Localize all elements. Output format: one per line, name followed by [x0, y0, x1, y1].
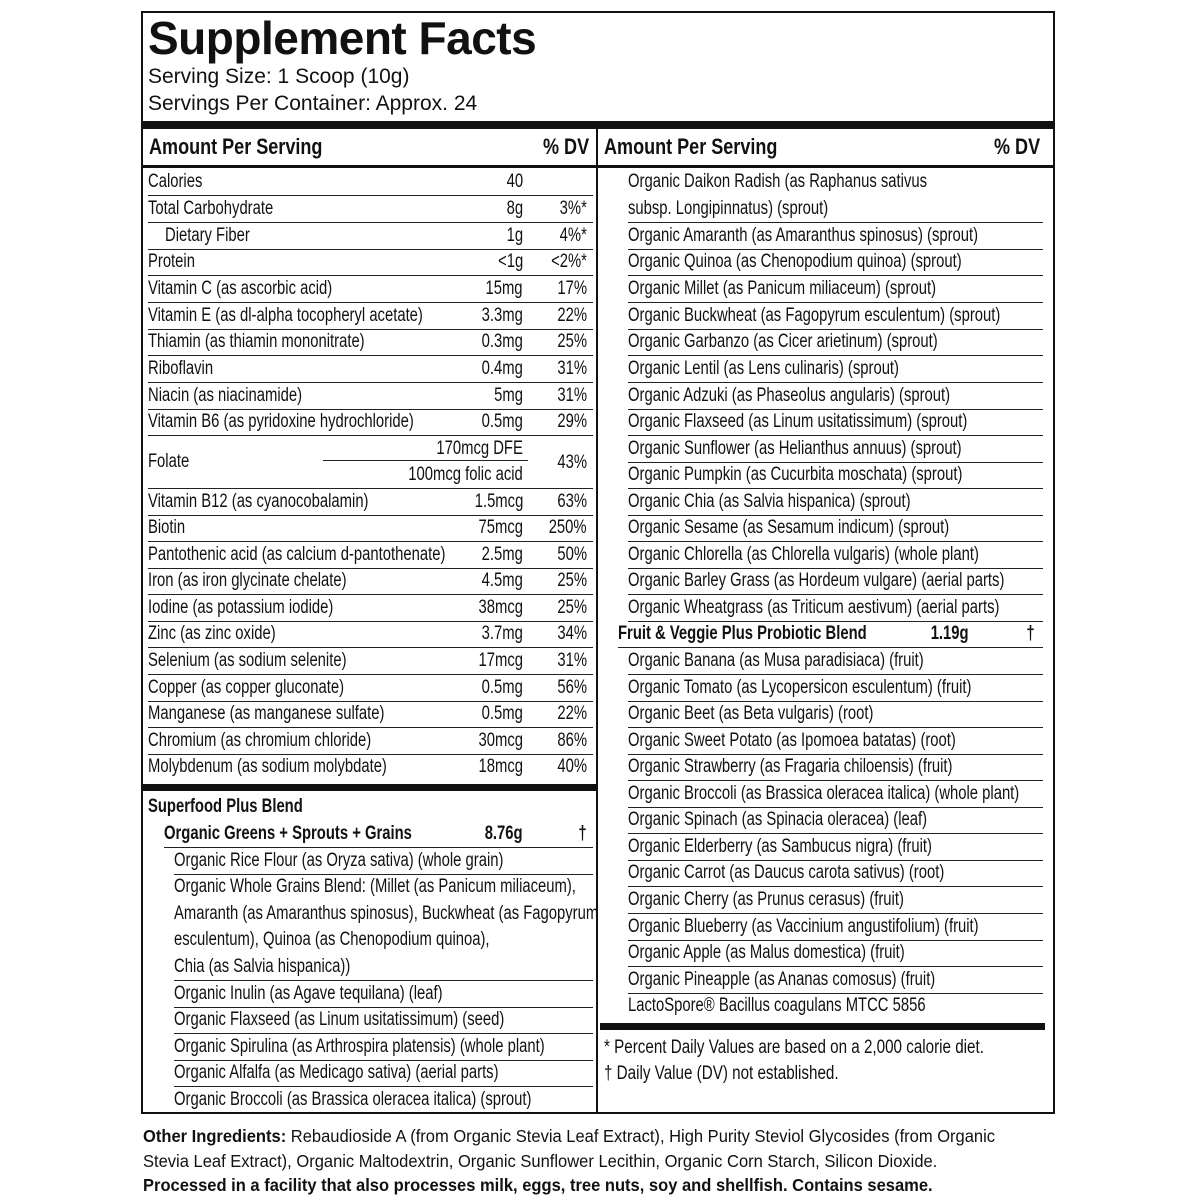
ingredient-row: Organic Lentil (as Lens culinaris) (sprout) — [628, 356, 1043, 383]
ingredient-row: Organic Adzuki (as Phaseolus angularis) (sprout) — [628, 383, 1043, 410]
ingredient-row: esculentum), Quinoa (as Chenopodium quinoa), — [174, 929, 490, 950]
ingredient-row: LactoSpore® Bacillus coagulans MTCC 5856 — [628, 995, 926, 1016]
nutrient-row: Total Carbohydrate 8g 3%* — [148, 196, 593, 223]
ingredient-row: Chia (as Salvia hispanica)) — [174, 954, 593, 981]
ingredient-row: Organic Sunflower (as Helianthus annuus) (sprout) — [628, 436, 1043, 463]
left-dv-header: % DV — [543, 134, 590, 159]
servings-per-container: Servings Per Container: Approx. 24 — [148, 92, 478, 115]
ingredient-row: Organic Flaxseed (as Linum usitatissimum) (seed) — [174, 1007, 593, 1034]
serving-size: Serving Size: 1 Scoop (10g) — [148, 65, 410, 88]
nutrient-row: Iodine (as potassium iodide) 38mcg 25% — [148, 595, 593, 622]
ingredient-row: Organic Broccoli (as Brassica oleracea italica) (whole plant) — [628, 781, 1043, 808]
nutrient-row: Iron (as iron glycinate chelate) 4.5mg 25% — [148, 568, 593, 595]
right-header-rule — [598, 165, 1053, 168]
ingredient-row: Organic Elderberry (as Sambucus nigra) (fruit) — [628, 834, 1043, 861]
ingredient-row: subsp. Longipinnatus) (sprout) — [628, 196, 1043, 223]
nutrient-row: Riboflavin 0.4mg 31% — [148, 356, 593, 383]
ingredient-row: Organic Broccoli (as Brassica oleracea italica) (sprout) — [174, 1089, 532, 1110]
right-amount-header: Amount Per Serving — [604, 134, 778, 159]
right-dv-header: % DV — [994, 134, 1041, 159]
ingredient-row: Organic Quinoa (as Chenopodium quinoa) (sprout) — [628, 249, 1043, 276]
ingredient-row: Organic Beet (as Beta vulgaris) (root) — [628, 701, 1043, 728]
ingredient-row: Organic Barley Grass (as Hordeum vulgare) (aerial parts) — [628, 568, 1043, 595]
nutrient-row: Protein <1g <2%* — [148, 249, 593, 276]
ingredient-row: Organic Garbanzo (as Cicer arietinum) (sprout) — [628, 329, 1043, 356]
left-amount-header: Amount Per Serving — [149, 134, 323, 159]
nutrient-row: Selenium (as sodium selenite) 17mcg 31% — [148, 648, 593, 675]
folate-divider — [323, 460, 528, 461]
footnote-dagger: † Daily Value (DV) not established. — [604, 1063, 839, 1084]
ingredient-row: Organic Flaxseed (as Linum usitatissimum) (sprout) — [628, 409, 1043, 436]
other-ingredients-label: Other Ingredients: — [143, 1126, 287, 1146]
ingredient-row: Organic Apple (as Malus domestica) (fruit) — [628, 940, 1043, 967]
ingredient-row: Organic Inulin (as Agave tequilana) (leaf) — [174, 981, 593, 1008]
ingredient-row: Organic Spinach (as Spinacia oleracea) (leaf) — [628, 807, 1043, 834]
ingredient-row: Organic Banana (as Musa paradisiaca) (fruit) — [628, 648, 1043, 675]
nutrient-row: Vitamin B6 (as pyridoxine hydrochloride) 0.5mg 29% — [148, 409, 593, 436]
ingredient-row: Organic Whole Grains Blend: (Millet (as Panicum miliaceum), — [174, 876, 576, 897]
ingredient-row: Amaranth (as Amaranthus spinosus), Buckwheat (as Fagopyrum — [174, 903, 599, 924]
nutrient-row: Chromium (as chromium chloride) 30mcg 86% — [148, 728, 593, 755]
header-thick-rule — [143, 121, 1053, 129]
ingredient-row: Organic Daikon Radish (as Raphanus sativus — [628, 171, 928, 192]
ingredient-row: Organic Buckwheat (as Fagopyrum esculentum) (sprout) — [628, 303, 1043, 330]
other-ingredients — [143, 1124, 1012, 1198]
nutrient-row: Molybdenum (as sodium molybdate) 18mcg 40% — [148, 756, 587, 777]
ingredient-row: Organic Tomato (as Lycopersicon esculentum) (fruit) — [628, 675, 1043, 702]
panel-title: Supplement Facts — [148, 12, 537, 64]
ingredient-row: Organic Alfalfa (as Medicago sativa) (aerial parts) — [174, 1060, 593, 1087]
ingredient-row: Organic Chia (as Salvia hispanica) (sprout) — [628, 489, 1043, 516]
ingredient-row: Organic Rice Flour (as Oryza sativa) (whole grain) — [174, 848, 593, 875]
nutrient-row: Biotin 75mcg 250% — [148, 515, 593, 542]
ingredient-row: Organic Carrot (as Daucus carota sativus) (root) — [628, 860, 1043, 887]
fruit-blend-row: Fruit & Veggie Plus Probiotic Blend 1.19g † — [618, 621, 1043, 648]
nutrient-row: Niacin (as niacinamide) 5mg 31% — [148, 383, 593, 410]
nutrient-row: Dietary Fiber 1g 4%* — [148, 223, 593, 250]
ingredient-row: Organic Blueberry (as Vaccinium angustifolium) (fruit) — [628, 914, 1043, 941]
nutrient-row: Pantothenic acid (as calcium d-pantothenate) 2.5mg 50% — [148, 542, 593, 569]
ingredient-row: Organic Strawberry (as Fragaria chiloensis) (fruit) — [628, 754, 1043, 781]
ingredient-row: Organic Sesame (as Sesamum indicum) (sprout) — [628, 515, 1043, 542]
ingredient-row: Organic Sweet Potato (as Ipomoea batatas) (root) — [628, 728, 1043, 755]
blend-title-row: Superfood Plus Blend — [148, 796, 303, 817]
nutrient-row: Vitamin E (as dl-alpha tocopheryl acetate) 3.3mg 22% — [148, 303, 593, 330]
nutrient-row: Manganese (as manganese sulfate) 0.5mg 22% — [148, 701, 593, 728]
nutrient-row: Copper (as copper gluconate) 0.5mg 56% — [148, 675, 593, 702]
folate-row: Folate 170mcg DFE 100mcg folic acid 43% — [148, 436, 593, 489]
ingredient-row: Organic Pumpkin (as Cucurbita moschata) (sprout) — [628, 462, 1043, 489]
ingredient-row: Organic Wheatgrass (as Triticum aestivum) (aerial parts) — [628, 595, 1043, 622]
allergen-statement: Processed in a facility that also processes milk, eggs, tree nuts, soy and shellfish. Contains sesame. — [143, 1175, 933, 1195]
footnote-dv: * Percent Daily Values are based on a 2,000 calorie diet. — [604, 1037, 984, 1058]
ingredient-row: Organic Spirulina (as Arthrospira platensis) (whole plant) — [174, 1034, 593, 1061]
nutrient-row: Calories 40 — [148, 169, 593, 196]
left-section-bar — [143, 784, 596, 791]
nutrient-row: Zinc (as zinc oxide) 3.7mg 34% — [148, 621, 593, 648]
ingredient-row: Organic Amaranth (as Amaranthus spinosus) (sprout) — [628, 223, 1043, 250]
nutrient-row: Vitamin B12 (as cyanocobalamin) 1.5mcg 63% — [148, 489, 593, 516]
right-section-bar — [600, 1023, 1045, 1030]
ingredient-row: Organic Millet (as Panicum miliaceum) (sprout) — [628, 276, 1043, 303]
nutrient-row: Vitamin C (as ascorbic acid) 15mg 17% — [148, 276, 593, 303]
ingredient-row: Organic Chlorella (as Chlorella vulgaris) (whole plant) — [628, 542, 1043, 569]
nutrient-row: Thiamin (as thiamin mononitrate) 0.3mg 25% — [148, 329, 593, 356]
ingredient-row: Organic Pineapple (as Ananas comosus) (fruit) — [628, 967, 1043, 994]
column-separator — [596, 128, 598, 1114]
other-ingredients-text: Rebaudioside A (from Organic Stevia Leaf Extract), High Purity Steviol Glycosides (from Organic Stevia Leaf Extract), Organic Maltodextrin, Organic Sunflower Lecithin, Organic Corn Starch, Silicon Dioxide. — [143, 1126, 996, 1171]
left-header-rule — [143, 165, 596, 168]
blend-subtitle-row: Organic Greens + Sprouts + Grains 8.76g † — [164, 821, 593, 848]
ingredient-row: Organic Cherry (as Prunus cerasus) (fruit) — [628, 887, 1043, 914]
